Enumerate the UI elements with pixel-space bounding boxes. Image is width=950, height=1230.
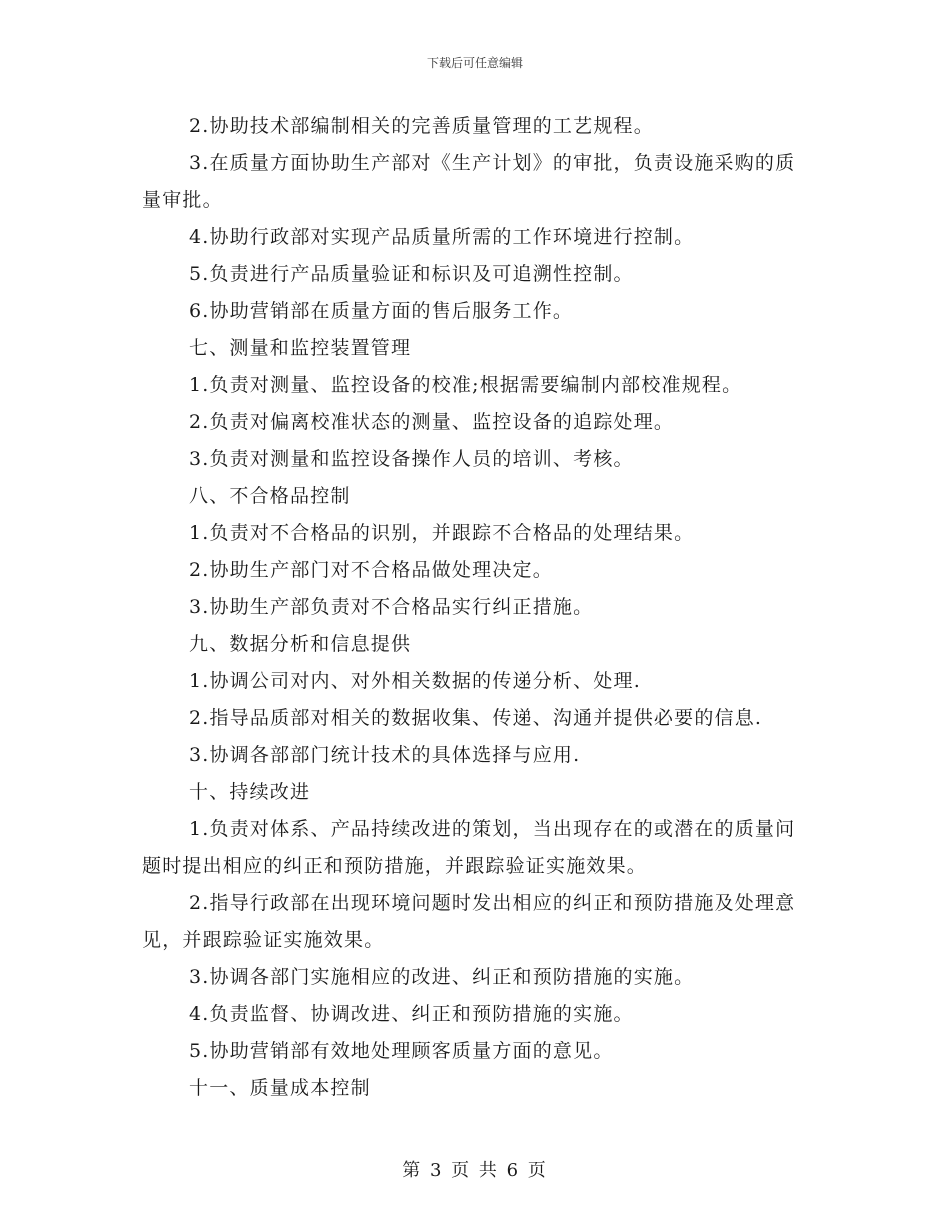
paragraph: 6.协助营销部在质量方面的售后服务工作。 [189, 300, 574, 322]
paragraph: 5.负责进行产品质量验证和标识及可追溯性控制。 [189, 263, 634, 285]
paragraph: 4.协助行政部对实现产品质量所需的工作环境进行控制。 [189, 226, 695, 248]
paragraph: 3.协调各部门实施相应的改进、纠正和预防措施的实施。 [189, 966, 695, 988]
paragraph: 1.协调公司对内、对外相关数据的传递分析、处理. [189, 670, 641, 692]
section-heading: 八、不合格品控制 [189, 485, 351, 507]
paragraph: 3.协助生产部负责对不合格品实行纠正措施。 [189, 596, 594, 618]
paragraph: 2.协助技术部编制相关的完善质量管理的工艺规程。 [189, 115, 654, 137]
paragraph: 3.协调各部部门统计技术的具体选择与应用. [189, 744, 581, 766]
paragraph: 1.负责对体系、产品持续改进的策划，当出现存在的或潜在的质量问题时提出相应的纠正和预防措施，并跟踪验证实施效果。 [142, 818, 796, 877]
paragraph: 2.指导品质部对相关的数据收集、传递、沟通并提供必要的信息. [189, 707, 763, 729]
paragraph: 4.负责监督、协调改进、纠正和预防措施的实施。 [189, 1003, 634, 1025]
page-footer: 第 3 页 共 6 页 [402, 1160, 548, 1181]
paragraph: 3.在质量方面协助生产部对《生产计划》的审批，负责设施采购的质量审批。 [142, 152, 796, 211]
paragraph: 2.指导行政部在出现环境问题时发出相应的纠正和预防措施及处理意见，并跟踪验证实施效果。 [142, 892, 796, 951]
section-heading: 七、测量和监控装置管理 [189, 337, 412, 359]
paragraph: 2.协助生产部门对不合格品做处理决定。 [189, 559, 553, 581]
page-header: 下载后可任意编辑 [426, 56, 523, 70]
section-heading: 十一、质量成本控制 [189, 1077, 371, 1099]
section-heading: 十、持续改进 [189, 781, 311, 803]
document-body [142, 108, 810, 1107]
paragraph: 3.负责对测量和监控设备操作人员的培训、考核。 [189, 448, 634, 470]
section-heading: 九、数据分析和信息提供 [189, 633, 412, 655]
paragraph: 1.负责对不合格品的识别，并跟踪不合格品的处理结果。 [189, 522, 695, 544]
paragraph: 5.协助营销部有效地处理顾客质量方面的意见。 [189, 1040, 614, 1062]
paragraph: 2.负责对偏离校准状态的测量、监控设备的追踪处理。 [189, 411, 675, 433]
paragraph: 1.负责对测量、监控设备的校准;根据需要编制内部校准规程。 [189, 374, 743, 396]
